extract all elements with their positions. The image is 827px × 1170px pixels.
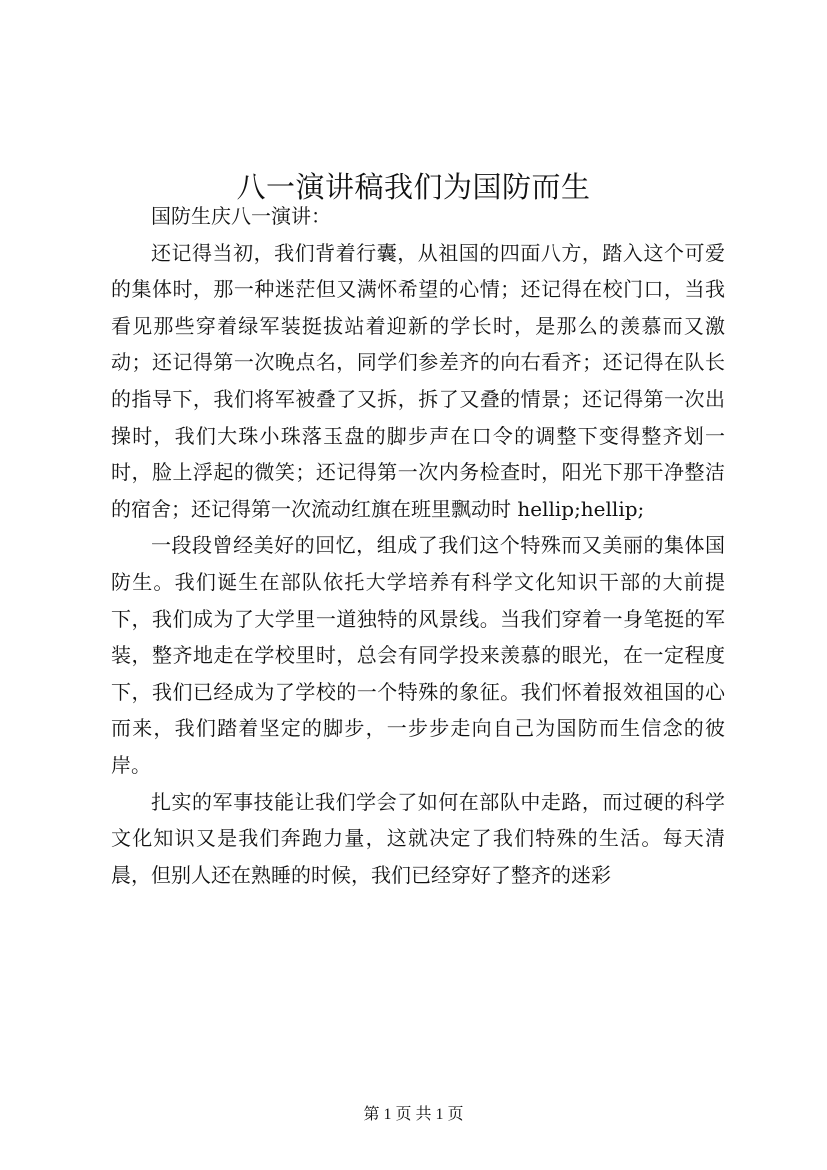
document-body [111, 198, 725, 893]
paragraph: 还记得当初，我们背着行囊，从祖国的四面八方，踏入这个可爱的集体时，那一种迷茫但又满怀希望的心情；还记得在校门口，当我看见那些穿着绿军装挺拔站着迎新的学长时，是那么的羡慕而又激动；还记得第一次晚点名，同学们参差齐的向右看齐；还记得在队长的指导下，我们将军被叠了又拆，拆了又叠的情景；还记得第一次出操时，我们大珠小珠落玉盘的脚步声在口令的调整下变得整齐划一时，脸上浮起的微笑；还记得第一次内务检查时，阳光下那干净整洁的宿舍；还记得第一次流动红旗在班里飘动时 hellip;hellip; [111, 240, 725, 521]
paragraph: 扎实的军事技能让我们学会了如何在部队中走路，而过硬的科学文化知识又是我们奔跑力量，这就决定了我们特殊的生活。每天清晨，但别人还在熟睡的时候，我们已经穿好了整齐的迷彩 [111, 789, 725, 887]
document-title: 八一演讲稿我们为国防而生 [236, 170, 591, 205]
page-footer: 第 1 页 共 1 页 [363, 1106, 464, 1123]
paragraph: 一段段曾经美好的回忆，组成了我们这个特殊而又美丽的集体国防生。我们诞生在部队依托大学培养有科学文化知识干部的大前提下，我们成为了大学里一道独特的风景线。当我们穿着一身笔挺的军装，整齐地走在学校里时，总会有同学投来羡慕的眼光，在一定程度下，我们已经成为了学校的一个特殊的象征。我们怀着报效祖国的心而来，我们踏着坚定的脚步，一步步走向自己为国防而生信念的彼岸。 [111, 533, 725, 777]
paragraph: 国防生庆八一演讲： [151, 204, 331, 228]
